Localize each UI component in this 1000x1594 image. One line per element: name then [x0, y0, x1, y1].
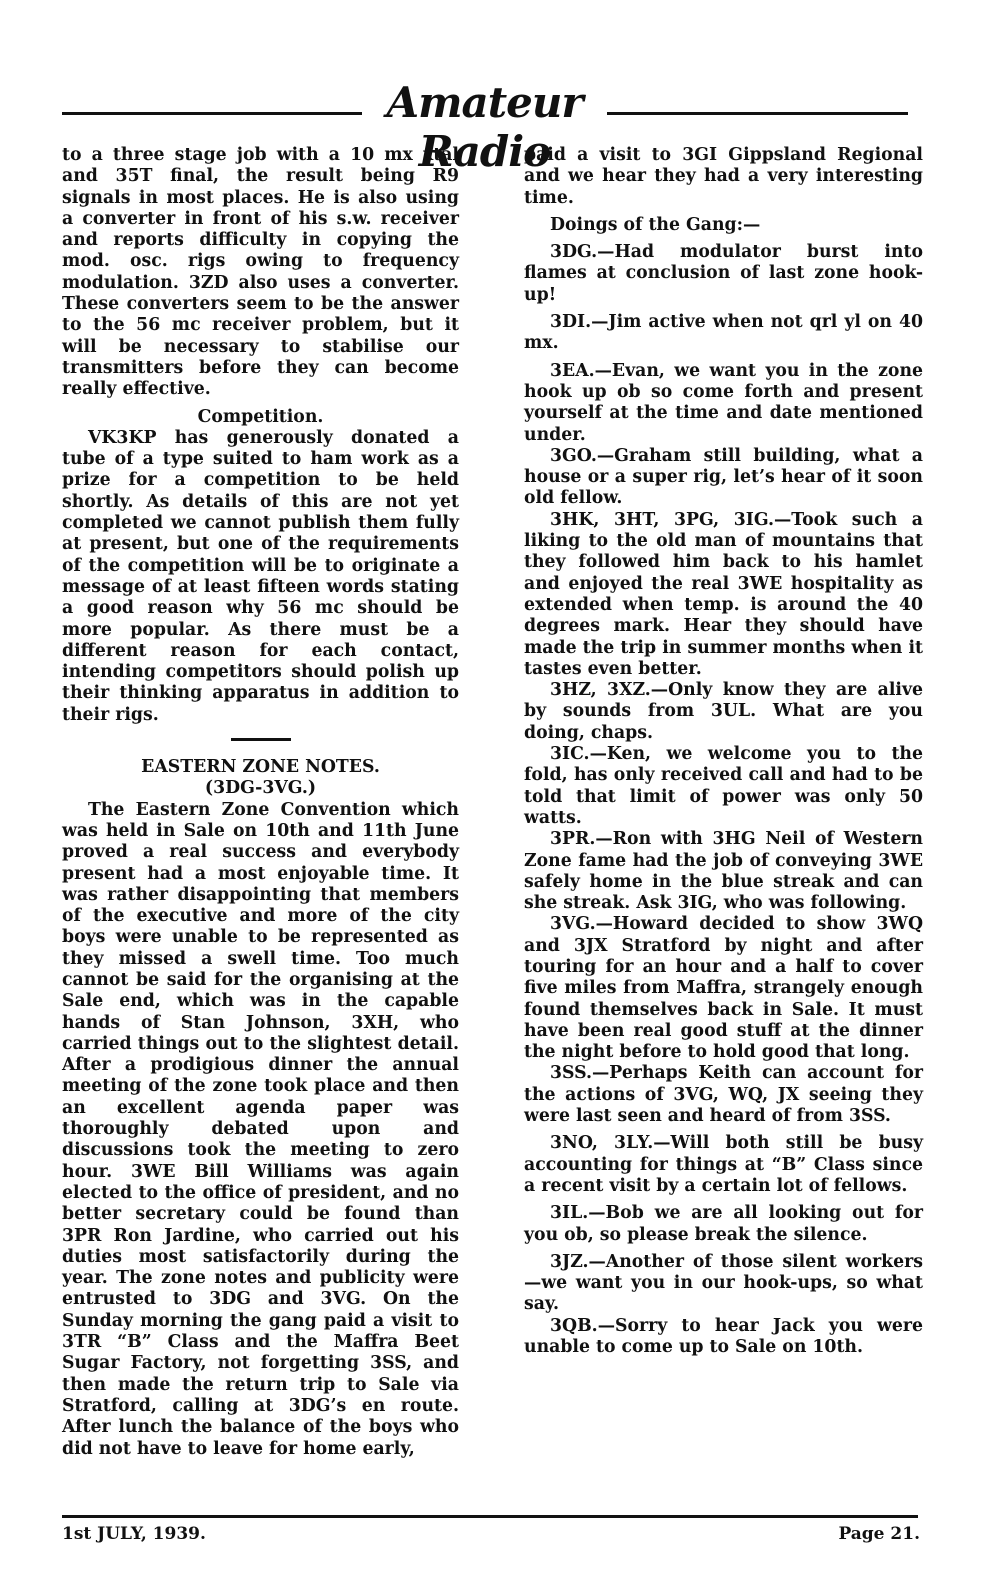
paragraph: 3HZ, 3XZ.—Only know they are alive by sounds from 3UL. What are you doing, chaps.	[524, 680, 923, 743]
publication-title: Amateur Radio	[386, 78, 583, 176]
paragraph: Doings of the Gang:—	[550, 214, 761, 235]
masthead	[62, 78, 908, 176]
section-subheading: (3DG-3VG.)	[204, 778, 317, 799]
paragraph: VK3KP has generously donated a tube of a type suited to ham work as a prize for a competition to be held shortly. As details of this are not yet completed we cannot publish them fully at present, but one of the requirements of the competition will be to originate a message of at least fifteen words stating a good reason why 56 mc should be more popular. As there must be a different reason for each contact, intending competitors should polish up their thinking apparatus in addition to their rigs.	[62, 427, 459, 725]
masthead-rule-left	[62, 112, 362, 115]
paragraph: 3EA.—Evan, we want you in the zone hook up ob so come forth and present yourself at the time and date mentioned under.	[524, 360, 923, 445]
masthead-rule-right	[607, 112, 908, 115]
paragraph: to a three stage job with a 10 mx xtal and 35T final, the result being R9 signals in most places. He is also using a converter in front of his s.w. receiver and reports difficulty in copying the mod. osc. rigs owing to frequency modulation. 3ZD also uses a converter. These converters seem to be the answer to the 56 mc receiver problem, but it will be necessary to stabilise our transmitters before they can become really effective.	[62, 145, 459, 400]
footer-rule	[62, 1515, 918, 1518]
paragraph: 3HK, 3HT, 3PG, 3IG.—Took such a liking to the old man of mountains that they followed him back to his hamlet and enjoyed the real 3WE hospitality as extended when temp. is around the 40 degrees mark. Hear they should have made the trip in summer months when it tastes even better.	[524, 509, 923, 679]
paragraph: 3IL.—Bob we are all looking out for you ob, so please break the silence.	[524, 1203, 923, 1245]
paragraph: 3VG.—Howard decided to show 3WQ and 3JX Stratford by night and after touring for an hour and a half to cover five miles from Maffra, strangely enough found themselves back in Sale. It must have been real good stuff at the dinner the night before to hold good that long.	[524, 914, 923, 1063]
paragraph: paid a visit to 3GI Gippsland Regional and we hear they had a very interesting time.	[524, 145, 923, 208]
page-number: Page 21.	[838, 1524, 920, 1544]
paragraph: 3DG.—Had modulator burst into flames at conclusion of last zone hook-up!	[524, 242, 923, 305]
paragraph: 3GO.—Graham still building, what a house or a super rig, let’s hear of it soon old fellow.	[524, 445, 923, 509]
paragraph: 3QB.—Sorry to hear Jack you were unable to come up to Sale on 10th.	[524, 1315, 923, 1358]
paragraph: 3PR.—Ron with 3HG Neil of Western Zone fame had the job of conveying 3WE safely home in the blue streak and can she streak. Ask 3IG, who was following.	[524, 829, 923, 914]
paragraph: 3DI.—Jim active when not qrl yl on 40 mx.	[524, 312, 923, 354]
section-heading-competition: Competition.	[197, 406, 324, 427]
paragraph: 3SS.—Perhaps Keith can account for the actions of 3VG, WQ, JX seeing they were last seen and heard of from 3SS.	[524, 1063, 923, 1127]
paragraph: 3IC.—Ken, we welcome you to the fold, has only received call and had to be told that limit of power was only 50 watts.	[524, 744, 923, 828]
paragraph: 3NO, 3LY.—Will both still be busy accounting for things at “B” Class since a recent visit by a certain lot of fellows.	[524, 1133, 923, 1196]
right-column	[524, 145, 923, 1358]
paragraph: 3JZ.—Another of those silent workers—we want you in our hook-ups, so what say.	[524, 1251, 923, 1315]
footer-date: 1st JULY, 1939.	[62, 1524, 206, 1544]
section-heading-eastern-zone: EASTERN ZONE NOTES.	[141, 757, 380, 778]
left-column	[62, 145, 459, 1460]
section-divider	[231, 738, 291, 741]
paragraph: The Eastern Zone Convention which was held in Sale on 10th and 11th June proved a real success and everybody present had a most enjoyable time. It was rather disappointing that members of the executive and more of the city boys were unable to be represented as they missed a swell time. Too much cannot be said for the organising at the Sale end, which was in the capable hands of Stan Johnson, 3XH, who carried things out to the slightest detail. After a prodigious dinner the annual meeting of the zone took place and then an excellent agenda paper was thoroughly debated upon and discussions took the meeting to zero hour. 3WE Bill Williams was again elected to the office of president, and no better secretary could be found than 3PR Ron Jardine, who carried out his duties most satisfactorily during the year. The zone notes and publicity were entrusted to 3DG and 3VG. On the Sunday morning the gang paid a visit to 3TR “B” Class and the Maffra Beet Sugar Factory, not forgetting 3SS, and then made the return trip to Sale via Stratford, calling at 3DG’s en route. After lunch the balance of the boys who did not have to leave for home early,	[62, 799, 459, 1459]
